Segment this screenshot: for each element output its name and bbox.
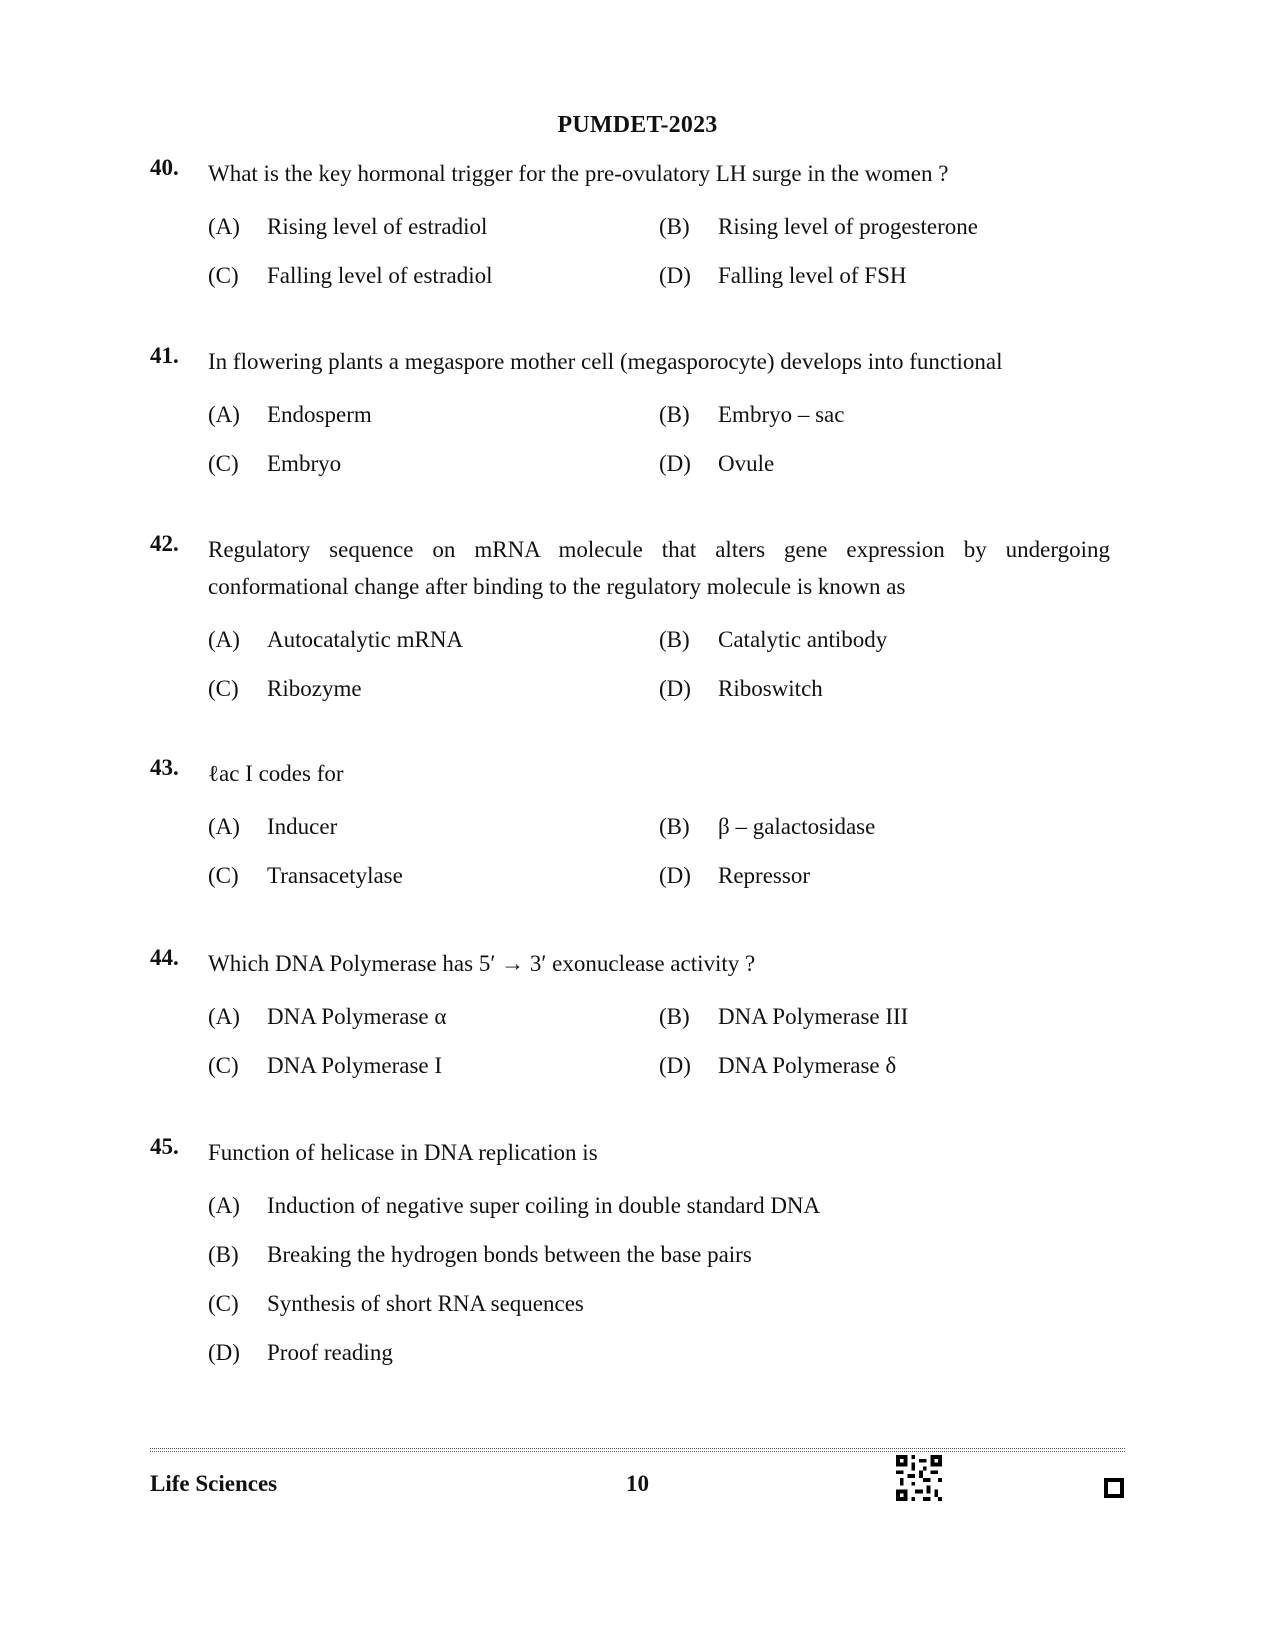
option-c: (C) Ribozyme (208, 675, 362, 701)
question-42 (150, 531, 1110, 713)
options (208, 615, 1110, 713)
question-43 (150, 755, 1110, 900)
question-number: 45. (150, 1134, 179, 1159)
footer-divider (150, 1448, 1125, 1452)
options (208, 1181, 1110, 1377)
option-a: (A) Autocatalytic mRNA (208, 626, 464, 652)
question-41 (150, 343, 1110, 488)
option-a: (A) Inducer (208, 813, 338, 839)
option-a: (A) Endosperm (208, 401, 372, 427)
question-stem: ℓac I codes for (208, 761, 344, 786)
qr-code-icon (895, 1455, 943, 1501)
option-b: (B) DNA Polymerase III (659, 1003, 909, 1029)
question-stem: Which DNA Polymerase has 5′ → 3′ exonuclease activity ? (208, 951, 756, 976)
option-a: (A) Induction of negative super coiling in double standard DNA (208, 1192, 821, 1218)
question-stem: Function of helicase in DNA replication is (208, 1140, 598, 1165)
option-b: (B) β – galactosidase (659, 813, 876, 839)
options (208, 202, 1110, 300)
question-number: 43. (150, 755, 179, 780)
question-40 (150, 155, 1110, 300)
option-a: (A) Rising level of estradiol (208, 213, 488, 239)
option-d: (D) Ovule (659, 450, 775, 476)
option-c: (C) Falling level of estradiol (208, 262, 493, 288)
option-b: (B) Catalytic antibody (659, 626, 888, 652)
option-b: (B) Breaking the hydrogen bonds between the base pairs (208, 1241, 752, 1267)
option-c: (C) DNA Polymerase I (208, 1052, 443, 1078)
option-d: (D) DNA Polymerase δ (659, 1052, 897, 1078)
option-d: (D) Riboswitch (659, 675, 823, 701)
option-c: (C) Synthesis of short RNA sequences (208, 1290, 584, 1316)
question-45 (150, 1134, 1110, 1377)
question-number: 40. (150, 155, 179, 180)
question-number: 42. (150, 531, 179, 556)
question-stem: Regulatory sequence on mRNA molecule that alters gene expression by undergoing conformational change after binding to the regulatory molecule is known as (208, 537, 1110, 599)
page-number: 10 (626, 1471, 649, 1496)
option-d: (D) Proof reading (208, 1339, 393, 1365)
option-a: (A) DNA Polymerase α (208, 1003, 447, 1029)
question-44 (150, 945, 1110, 1090)
options (208, 390, 1110, 488)
option-b: (B) Embryo – sac (659, 401, 845, 427)
option-c: (C) Embryo (208, 450, 342, 476)
question-stem: What is the key hormonal trigger for the pre-ovulatory LH surge in the women ? (208, 161, 949, 186)
question-number: 44. (150, 945, 179, 970)
registration-mark-icon (1104, 1478, 1124, 1498)
option-b: (B) Rising level of progesterone (659, 213, 978, 239)
options (208, 992, 1110, 1090)
page-title: PUMDET-2023 (557, 112, 718, 138)
option-c: (C) Transacetylase (208, 862, 403, 888)
option-d: (D) Repressor (659, 862, 810, 888)
options (208, 802, 1110, 900)
question-number: 41. (150, 343, 179, 368)
subject-label: Life Sciences (150, 1471, 278, 1496)
question-stem: In flowering plants a megaspore mother cell (megasporocyte) develops into functional (208, 349, 1003, 374)
option-d: (D) Falling level of FSH (659, 262, 907, 288)
